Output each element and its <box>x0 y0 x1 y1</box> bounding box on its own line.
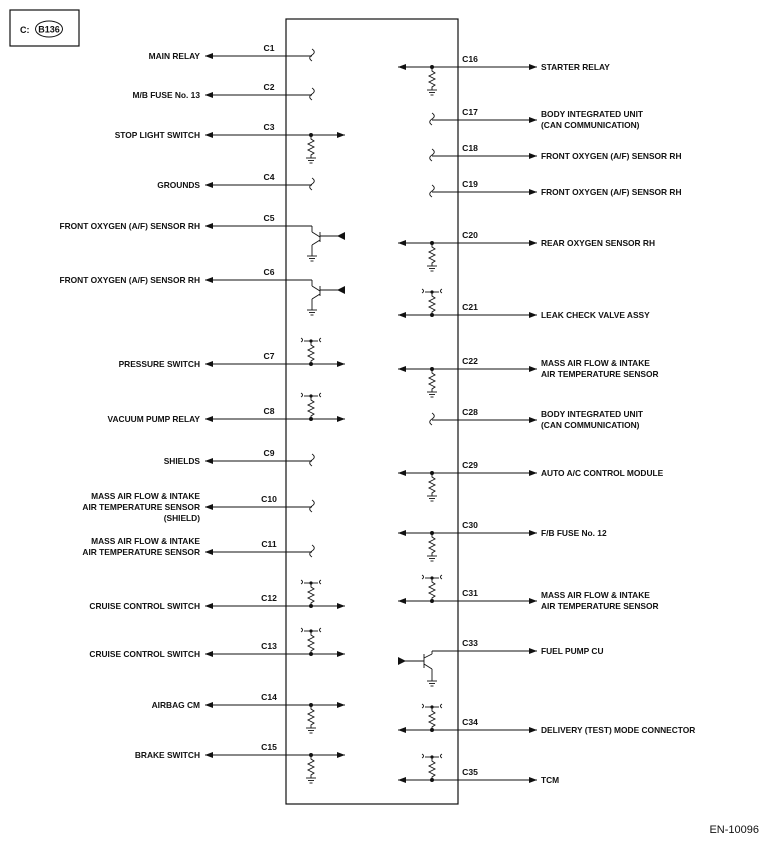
connector-prefix: C: <box>20 25 30 35</box>
pin-destination-label: M/B FUSE No. 13 <box>132 90 200 100</box>
pin-number: C12 <box>261 593 277 603</box>
left-pin-c14[interactable] <box>152 692 345 733</box>
pin-destination-label: CRUISE CONTROL SWITCH <box>89 601 200 611</box>
pin-number: C22 <box>462 356 478 366</box>
pin-destination-label: MASS AIR FLOW & INTAKE <box>541 358 650 368</box>
right-pin-group <box>398 54 695 785</box>
pin-number: C28 <box>462 407 478 417</box>
pin-destination-label: BODY INTEGRATED UNIT <box>541 109 644 119</box>
left-pin-c9[interactable] <box>164 448 315 466</box>
left-pin-c10[interactable] <box>82 491 314 523</box>
pin-destination-label: BRAKE SWITCH <box>134 750 200 760</box>
right-pin-c35[interactable] <box>398 754 559 785</box>
right-pin-c21[interactable] <box>398 289 650 320</box>
pin-destination-label: (CAN COMMUNICATION) <box>541 420 640 430</box>
pin-destination-label: AIR TEMPERATURE SENSOR <box>541 601 659 611</box>
connector-badge <box>10 10 79 46</box>
pin-number: C11 <box>261 539 277 549</box>
pin-destination-label: AIR TEMPERATURE SENSOR <box>82 547 200 557</box>
right-pin-c17[interactable] <box>430 107 644 130</box>
left-pin-c2[interactable] <box>133 82 315 100</box>
pin-destination-label: MAIN RELAY <box>148 51 200 61</box>
pin-number: C20 <box>462 230 478 240</box>
left-pin-c5[interactable] <box>59 213 345 261</box>
right-pin-c30[interactable] <box>398 520 607 561</box>
left-pin-c15[interactable] <box>135 742 345 783</box>
pin-destination-label: MASS AIR FLOW & INTAKE <box>91 536 200 546</box>
pin-destination-label: VACUUM PUMP RELAY <box>107 414 200 424</box>
pin-destination-label: TCM <box>541 775 560 785</box>
pin-destination-label: FRONT OXYGEN (A/F) SENSOR RH <box>541 151 682 161</box>
pin-number: C2 <box>263 82 275 92</box>
pin-number: C1 <box>263 43 275 53</box>
figure-code: EN-10096 <box>709 824 759 836</box>
pin-number: C10 <box>261 494 277 504</box>
pin-destination-label: MASS AIR FLOW & INTAKE <box>91 491 200 501</box>
pin-number: C30 <box>462 520 478 530</box>
pin-number: C31 <box>462 588 478 598</box>
left-pin-c12[interactable] <box>89 580 345 611</box>
right-pin-c18[interactable] <box>430 143 682 161</box>
pin-destination-label: CRUISE CONTROL SWITCH <box>89 649 200 659</box>
pin-number: C34 <box>462 717 478 727</box>
pin-number: C3 <box>263 122 275 132</box>
pin-destination-label: AIR TEMPERATURE SENSOR <box>541 369 659 379</box>
pin-number: C19 <box>462 179 478 189</box>
pin-number: C33 <box>462 638 478 648</box>
pin-number: C5 <box>263 213 275 223</box>
pin-destination-label: AIRBAG CM <box>151 700 200 710</box>
pin-destination-label: AUTO A/C CONTROL MODULE <box>541 468 664 478</box>
pin-destination-label: FUEL PUMP CU <box>541 646 604 656</box>
pin-number: C7 <box>263 351 275 361</box>
left-pin-c13[interactable] <box>89 628 345 659</box>
right-pin-c31[interactable] <box>398 575 659 611</box>
left-pin-c4[interactable] <box>157 172 314 190</box>
pin-destination-label: MASS AIR FLOW & INTAKE <box>541 590 650 600</box>
left-pin-c1[interactable] <box>149 43 315 61</box>
right-pin-c34[interactable] <box>398 704 695 735</box>
left-pin-c6[interactable] <box>59 267 345 315</box>
left-pin-c11[interactable] <box>82 536 314 557</box>
right-pin-c29[interactable] <box>398 460 664 501</box>
pin-number: C35 <box>462 767 478 777</box>
pin-destination-label: FRONT OXYGEN (A/F) SENSOR RH <box>59 275 200 285</box>
pin-number: C14 <box>261 692 277 702</box>
right-pin-c28[interactable] <box>430 407 644 430</box>
pin-number: C9 <box>263 448 275 458</box>
right-pin-c22[interactable] <box>398 356 659 397</box>
pin-destination-label: STARTER RELAY <box>541 62 610 72</box>
pin-destination-label: STOP LIGHT SWITCH <box>114 130 200 140</box>
pin-destination-label: BODY INTEGRATED UNIT <box>541 409 644 419</box>
right-pin-c33[interactable] <box>398 638 604 686</box>
left-pin-group <box>59 43 345 783</box>
pin-destination-label: PRESSURE SWITCH <box>118 359 200 369</box>
pin-number: C8 <box>263 406 275 416</box>
pin-destination-label: F/B FUSE No. 12 <box>541 528 607 538</box>
pin-number: C21 <box>462 302 478 312</box>
pin-number: C18 <box>462 143 478 153</box>
pin-destination-label: (CAN COMMUNICATION) <box>541 120 640 130</box>
connector-id: B136 <box>38 24 60 35</box>
right-pin-c19[interactable] <box>430 179 682 197</box>
pin-destination-label: FRONT OXYGEN (A/F) SENSOR RH <box>541 187 682 197</box>
pin-destination-label: LEAK CHECK VALVE ASSY <box>541 310 650 320</box>
pin-destination-label: DELIVERY (TEST) MODE CONNECTOR <box>541 725 696 735</box>
right-pin-c20[interactable] <box>398 230 655 271</box>
pin-number: C16 <box>462 54 478 64</box>
pin-number: C15 <box>261 742 277 752</box>
pin-number: C17 <box>462 107 478 117</box>
left-pin-c8[interactable] <box>108 393 345 424</box>
pin-destination-label: FRONT OXYGEN (A/F) SENSOR RH <box>59 221 200 231</box>
right-pin-c16[interactable] <box>398 54 610 95</box>
pin-number: C4 <box>263 172 275 182</box>
pin-destination-label: (SHIELD) <box>163 513 200 523</box>
pin-number: C13 <box>261 641 277 651</box>
pin-destination-label: GROUNDS <box>157 180 200 190</box>
pin-destination-label: REAR OXYGEN SENSOR RH <box>541 238 656 248</box>
left-pin-c3[interactable] <box>115 122 345 163</box>
pin-destination-label: AIR TEMPERATURE SENSOR <box>82 502 200 512</box>
pin-number: C6 <box>263 267 275 277</box>
pin-number: C29 <box>462 460 478 470</box>
pin-destination-label: SHIELDS <box>163 456 200 466</box>
left-pin-c7[interactable] <box>119 338 345 369</box>
